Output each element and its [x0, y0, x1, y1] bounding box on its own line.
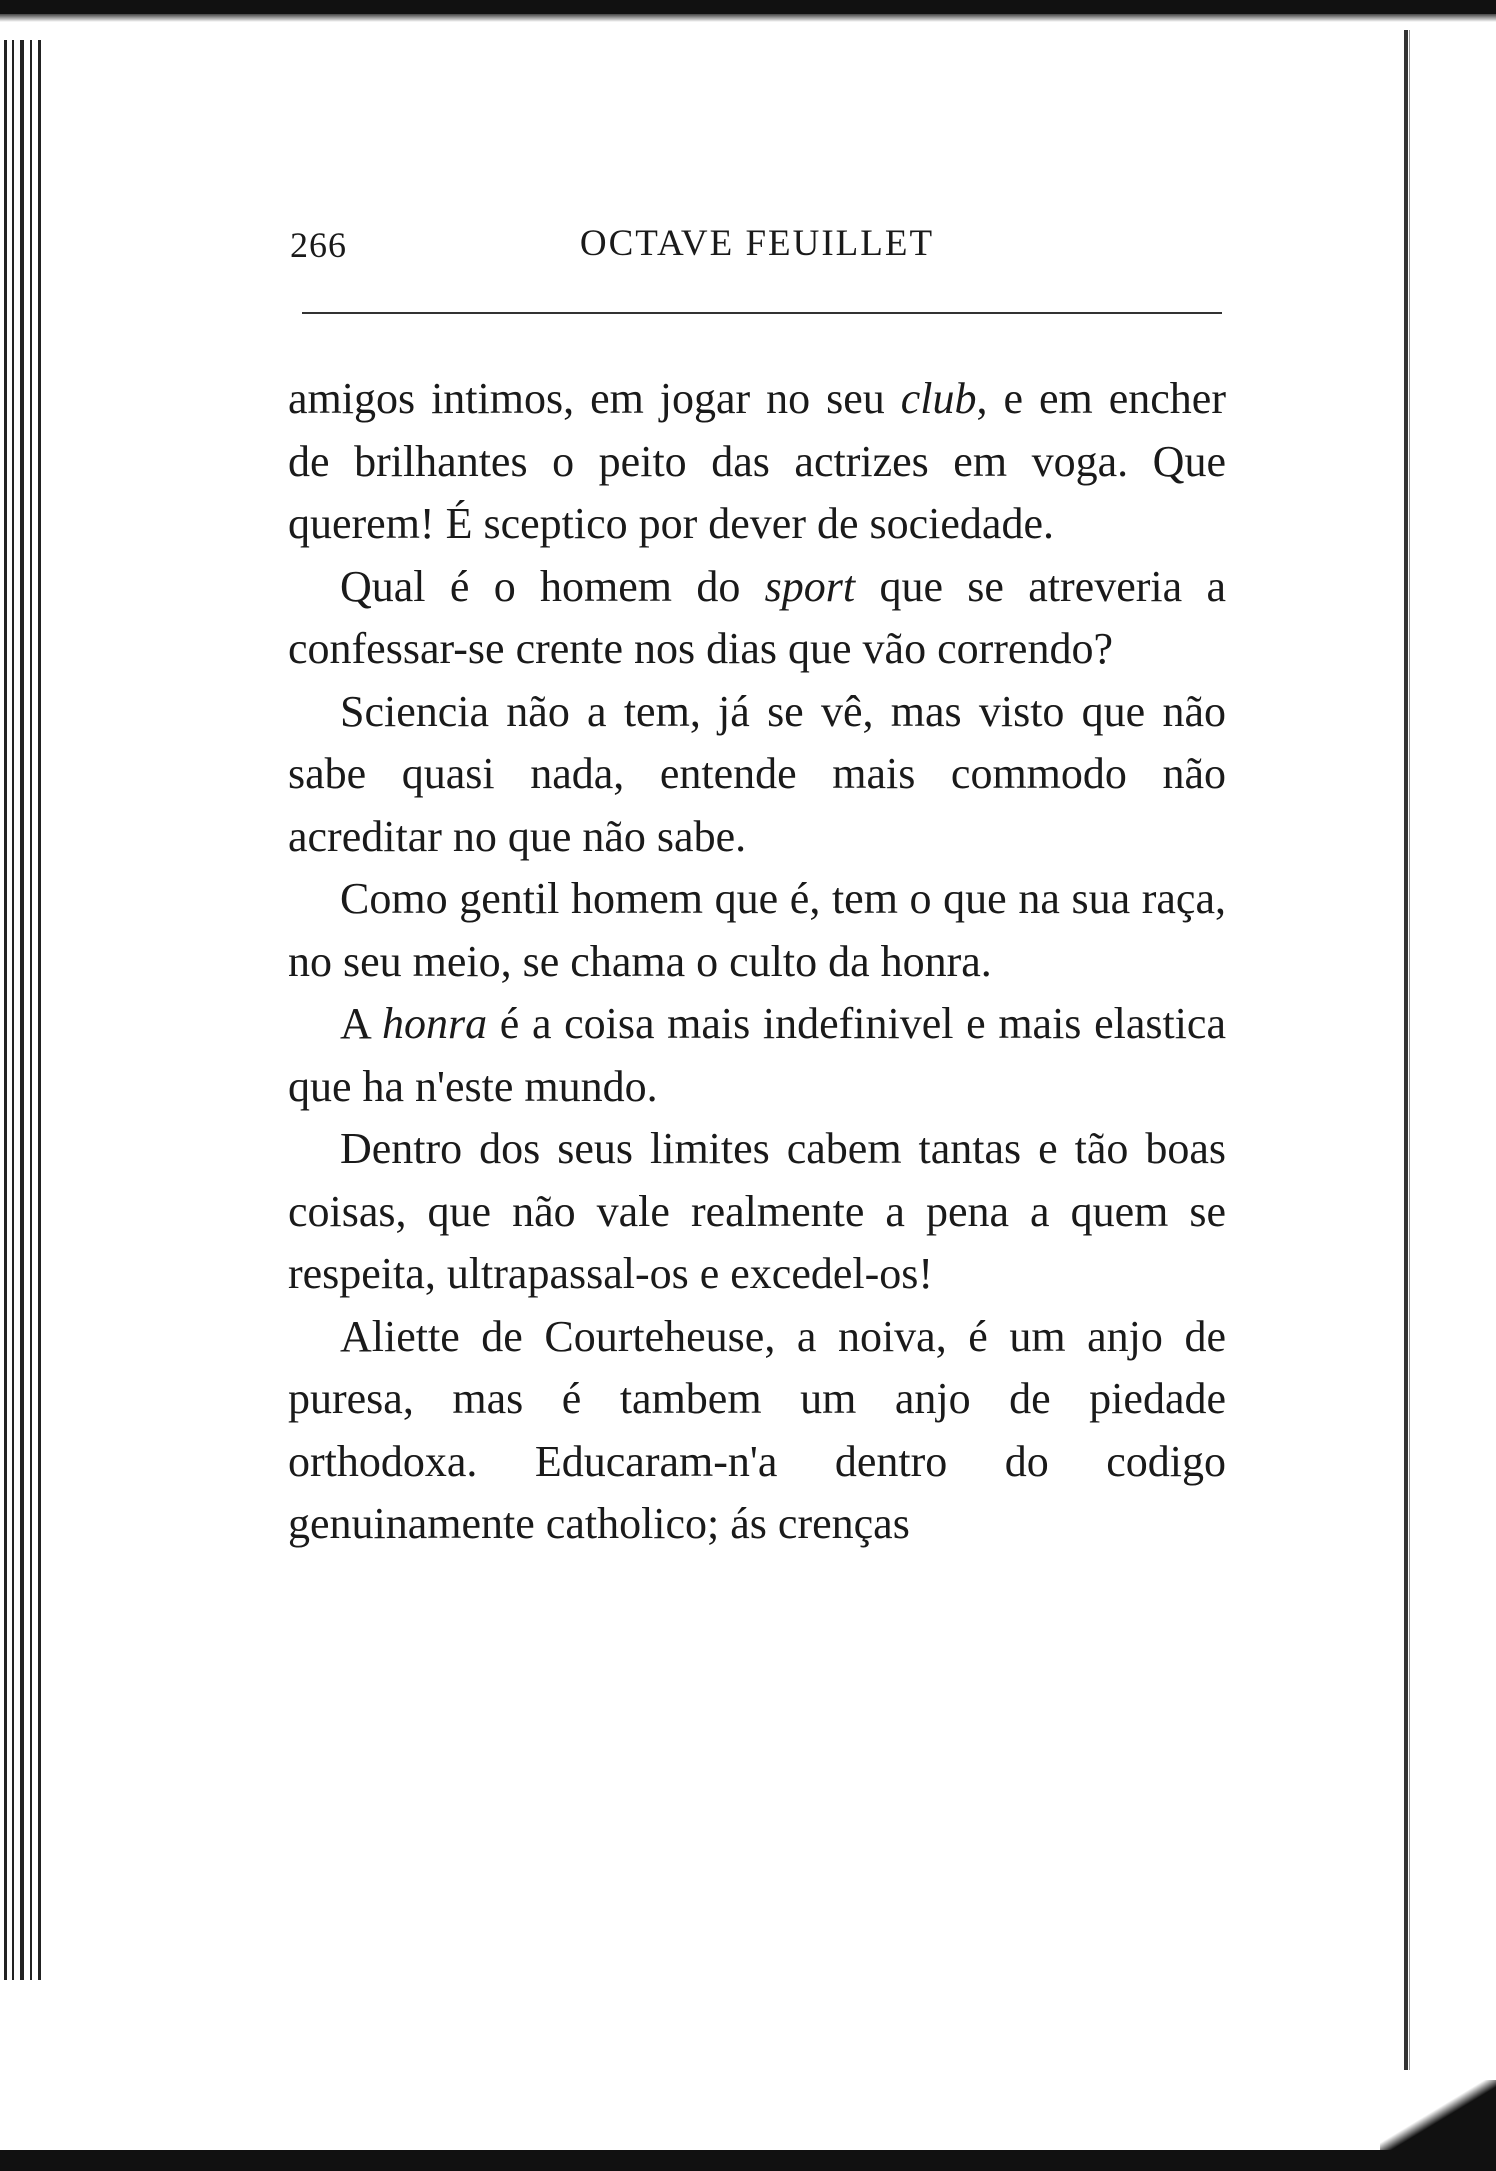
scan-corner-shadow — [1380, 2080, 1496, 2150]
paragraph — [288, 368, 1226, 556]
paragraph — [288, 681, 1226, 869]
paragraph — [288, 868, 1226, 993]
scan-page-edge-right — [1404, 30, 1408, 2070]
italic-term: sport — [764, 561, 856, 611]
paragraph — [288, 1118, 1226, 1306]
running-title: OCTAVE FEUILLET — [579, 223, 935, 264]
text-run: é a coisa mais indefinivel e mais elastica que ha n'este mundo. — [288, 999, 1226, 1111]
italic-term: honra — [382, 999, 488, 1048]
text-run: Como gentil homem que é, tem o que na sua raça, no seu meio, se chama o culto da honra. — [288, 874, 1226, 986]
running-head — [288, 218, 1226, 278]
paragraph — [288, 993, 1226, 1118]
paragraph — [288, 1306, 1226, 1556]
text-run: Sciencia não a tem, já se vê, mas visto que não sabe quasi nada, entende mais commodo não acreditar no que não sabe. — [288, 686, 1226, 861]
text-run: Aliette de Courteheuse, a noiva, é um anjo de puresa, mas é tambem um anjo de piedade orthodoxa. Educaram-n'a dentro do codigo genuinamente catholico; ás crenças — [288, 1311, 1226, 1548]
text-run: que se atreveria a confessar-se crente nos dias que vão correndo? — [288, 561, 1226, 673]
scan-edge-top — [0, 0, 1496, 14]
scan-edge-bottom — [0, 2150, 1496, 2171]
text-run: Qual é o homem do — [340, 561, 765, 611]
body-text — [288, 368, 1226, 1556]
scan-binding-edge — [0, 0, 60, 2171]
text-run: , e em encher de brilhantes o peito das actrizes em voga. Que querem! É sceptico por dever de sociedade. — [288, 374, 1226, 548]
scan-edge-top-shadow — [0, 14, 1496, 22]
text-run: A — [340, 999, 382, 1048]
paragraph — [288, 556, 1226, 681]
page-number: 266 — [290, 225, 347, 265]
text-run: amigos intimos, em jogar no seu — [288, 374, 901, 423]
text-run: Dentro dos seus limites cabem tantas e tão boas coisas, que não vale realmente a pena a quem se respeita, ultrapassal-os e excedel-os! — [288, 1124, 1226, 1298]
book-page — [288, 218, 1226, 1548]
scan-page-edge-right-faint — [1409, 30, 1410, 2070]
italic-term: club — [900, 374, 977, 423]
header-rule — [302, 312, 1222, 314]
